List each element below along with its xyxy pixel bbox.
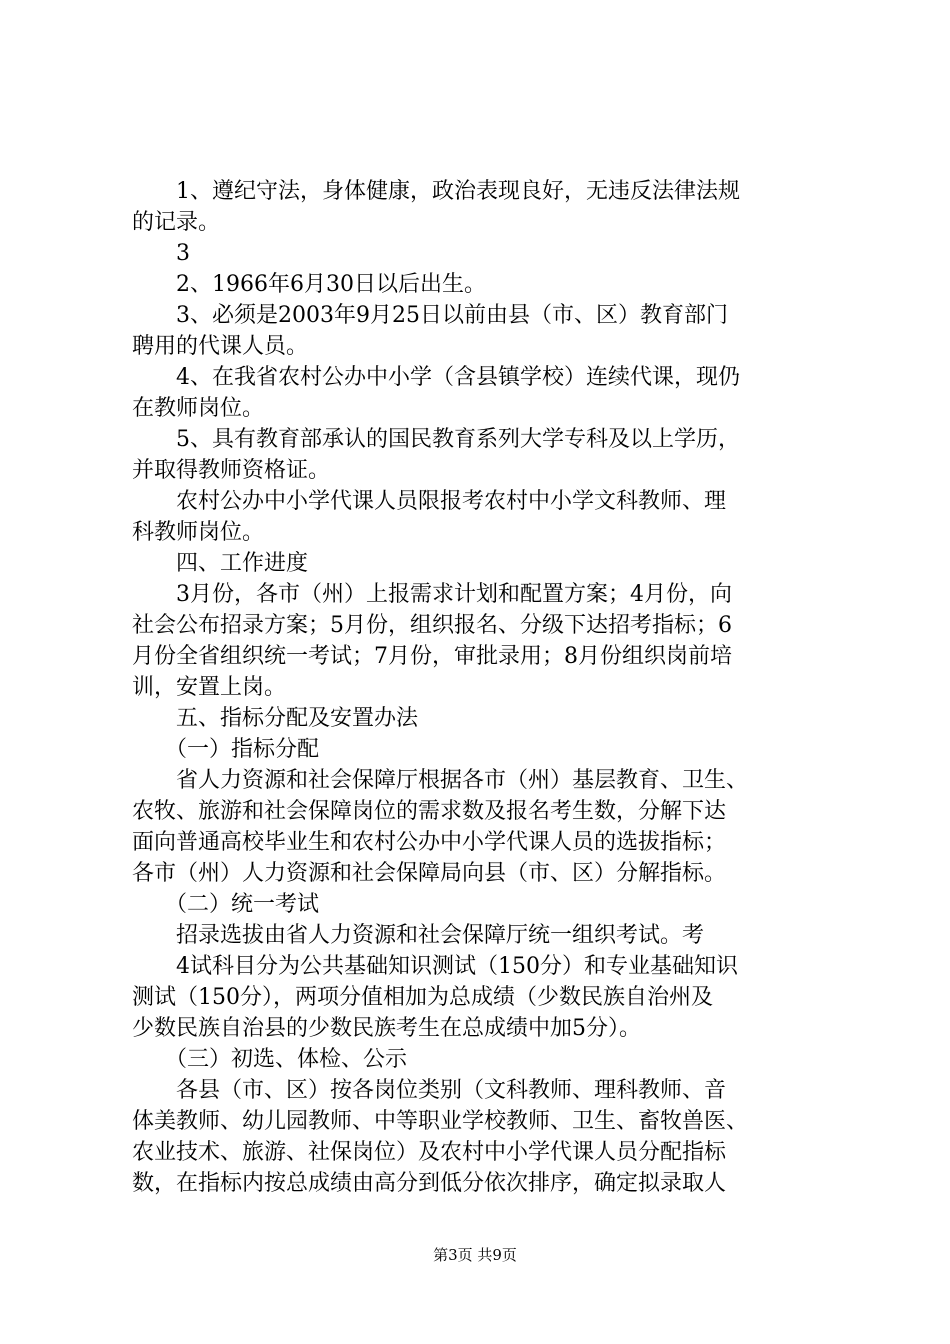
- text-line: 月份全省组织统一考试；7月份，审批录用；8月份组织岗前培: [132, 644, 732, 669]
- text-line: 招录选拔由省人力资源和社会保障厅统一组织考试。考: [132, 923, 705, 948]
- text-line: 训，安置上岗。: [132, 675, 287, 700]
- text-line: 四、工作进度: [132, 551, 309, 576]
- text-line: 4试科目分为公共基础知识测试（150分）和专业基础知识: [132, 954, 738, 979]
- text-line: 农业技术、旅游、社保岗位）及农村中小学代课人员分配指标: [132, 1140, 727, 1165]
- text-line: 4、在我省农村公办中小学（含县镇学校）连续代课，现仍: [132, 365, 740, 390]
- page-footer: 第3页 共9页: [433, 1246, 517, 1264]
- text-line: 在教师岗位。: [132, 396, 265, 421]
- text-line: 数，在指标内按总成绩由高分到低分依次排序，确定拟录取人: [132, 1171, 727, 1196]
- text-line: 5、具有教育部承认的国民教育系列大学专科及以上学历，: [132, 427, 740, 452]
- text-line: 1、遵纪守法，身体健康，政治表现良好，无违反法律法规: [132, 179, 740, 204]
- text-line: 农牧、旅游和社会保障岗位的需求数及报名考生数，分解下达: [132, 799, 727, 824]
- text-line: 社会公布招录方案；5月份，组织报名、分级下达招考指标；6: [132, 613, 732, 638]
- text-line: 面向普通高校毕业生和农村公办中小学代课人员的选拔指标；: [132, 830, 727, 855]
- text-line: 3、必须是2003年9月25日以前由县（市、区）教育部门: [132, 303, 728, 328]
- text-line: （二）统一考试: [132, 892, 320, 917]
- text-line: 2、1966年6月30日以后出生。: [132, 272, 486, 297]
- text-line: 各县（市、区）按各岗位类别（文科教师、理科教师、音: [132, 1078, 727, 1103]
- document-body: [132, 176, 832, 1199]
- text-line: 的记录。: [132, 210, 221, 235]
- text-line: 少数民族自治县的少数民族考生在总成绩中加5分）。: [132, 1016, 641, 1041]
- text-line: 测试（150分），两项分值相加为总成绩（少数民族自治州及: [132, 985, 713, 1010]
- text-line: 五、指标分配及安置办法: [132, 706, 419, 731]
- text-line: 聘用的代课人员。: [132, 334, 309, 359]
- text-line: （一）指标分配: [132, 737, 320, 762]
- text-line: 各市（州）人力资源和社会保障局向县（市、区）分解指标。: [132, 861, 727, 886]
- text-line: 农村公办中小学代课人员限报考农村中小学文科教师、理: [132, 489, 727, 514]
- text-line: 科教师岗位。: [132, 520, 265, 545]
- text-line: 省人力资源和社会保障厅根据各市（州）基层教育、卫生、: [132, 768, 749, 793]
- text-line: 3: [132, 241, 190, 266]
- text-line: （三）初选、体检、公示: [132, 1047, 408, 1072]
- text-line: 3月份，各市（州）上报需求计划和配置方案；4月份，向: [132, 582, 732, 607]
- text-line: 体美教师、幼儿园教师、中等职业学校教师、卫生、畜牧兽医、: [132, 1109, 749, 1134]
- text-line: 并取得教师资格证。: [132, 458, 331, 483]
